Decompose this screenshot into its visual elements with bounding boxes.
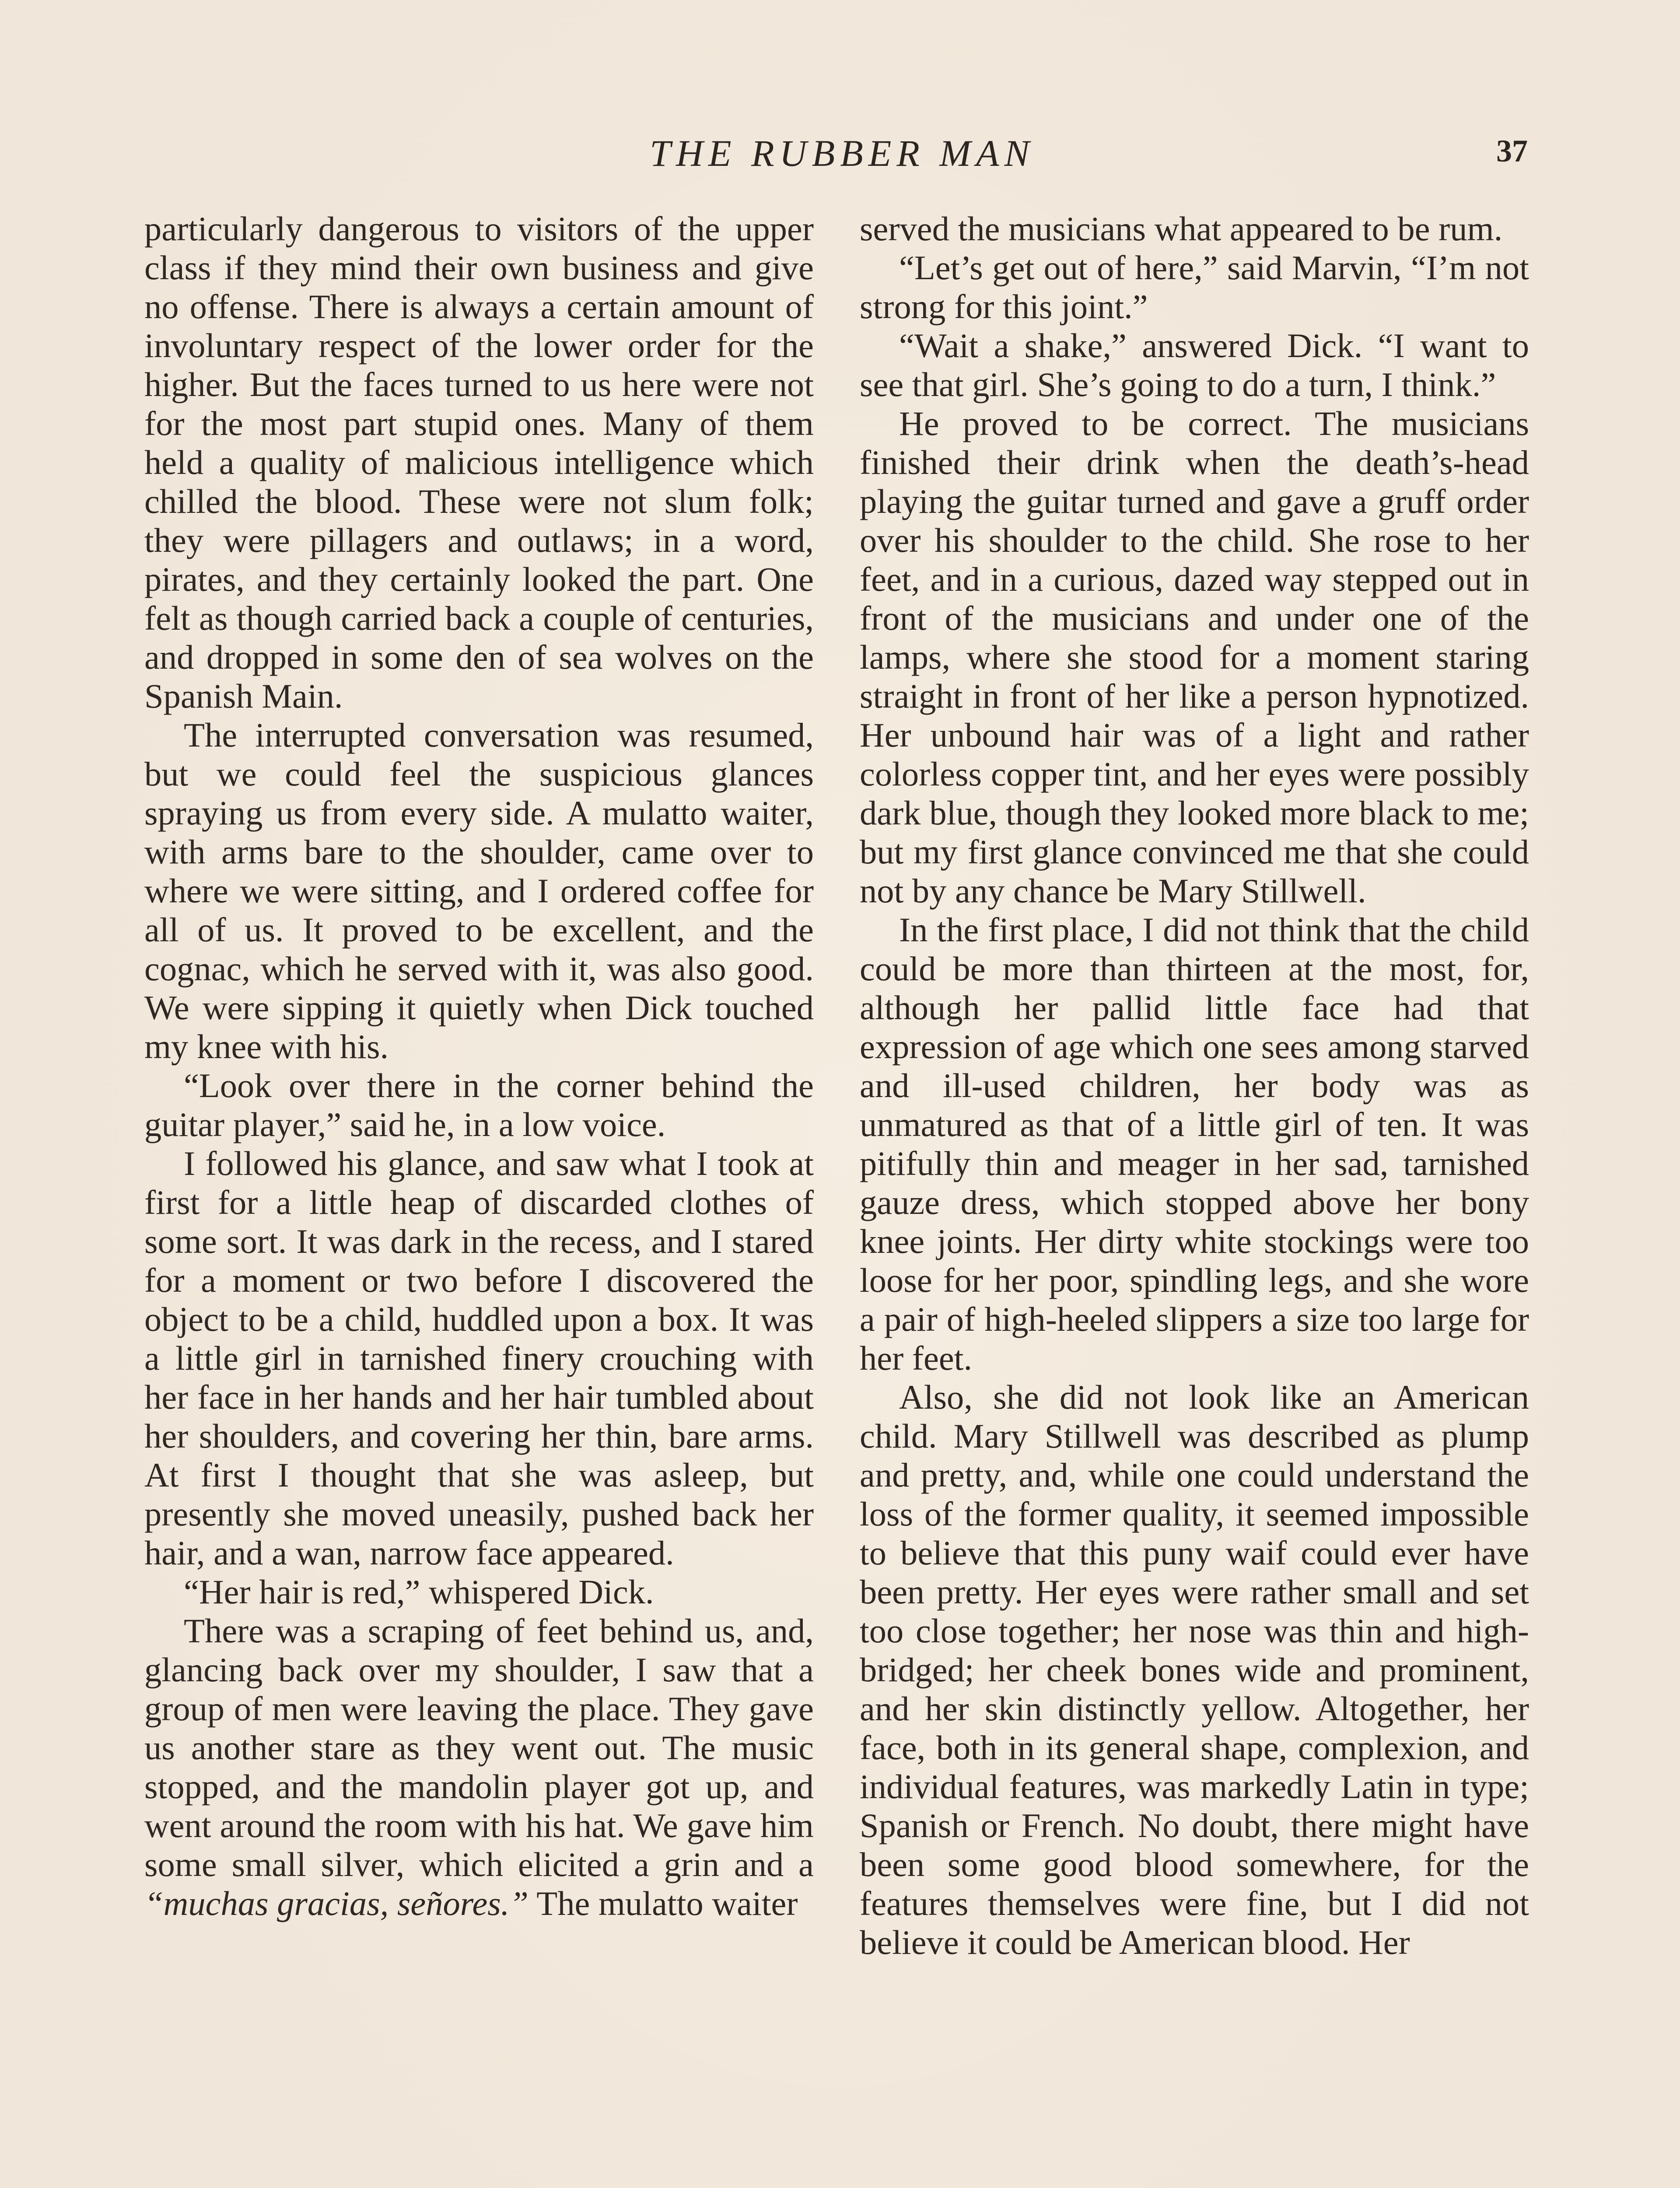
paragraph bbox=[860, 326, 1529, 404]
paragraph bbox=[144, 1611, 814, 1923]
paragraph-text: served the musicians what appeared to be rum. bbox=[860, 210, 1503, 248]
paragraph bbox=[144, 1572, 814, 1611]
right-text-column bbox=[860, 209, 1529, 1962]
page-number: 37 bbox=[1496, 133, 1528, 168]
paragraph bbox=[144, 1066, 814, 1144]
paragraph bbox=[144, 209, 814, 715]
paragraph-text: There was a scraping of feet behind us, and, glancing back over my shoulder, I saw that a group of men were leaving the place. They gave us another stare as they went out. The music stopped, and the mandolin player got up, and went around the room with his hat. We gave him some small silver, which elicited a grin and a bbox=[144, 1612, 814, 1883]
paragraph-text: “Look over there in the corner behind the guitar player,” said he, in a low voice. bbox=[144, 1066, 814, 1143]
paragraph bbox=[144, 715, 814, 1066]
paragraph-text: particularly dangerous to visitors of the upper class if they mind their own business and give no offense. There is always a certain amount of involuntary respect of the lower order for the higher. But the faces turned to us here were not for the most part stupid ones. Many of them held a quality of malicious intelligence which chilled the blood. These were not slum folk; they were pillagers and outlaws; in a word, pirates, and they certainly looked the part. One felt as though carried back a couple of centuries, and dropped in some den of sea wolves on the Spanish Main. bbox=[144, 210, 814, 715]
paragraph-text: “Wait a shake,” answered Dick. “I want to see that girl. She’s going to do a turn, I think.” bbox=[860, 326, 1529, 403]
paragraph-text: “Her hair is red,” whispered Dick. bbox=[184, 1573, 654, 1611]
paragraph-text: “Let’s get out of here,” said Marvin, “I’m not strong for this joint.” bbox=[860, 249, 1529, 326]
running-title: THE RUBBER MAN bbox=[650, 132, 1035, 174]
paragraph bbox=[860, 248, 1529, 326]
italic-phrase: “muchas gracias, señores.” bbox=[144, 1884, 529, 1922]
paragraph-text: The mulatto waiter bbox=[528, 1884, 798, 1922]
paragraph bbox=[144, 1144, 814, 1572]
paragraph bbox=[860, 910, 1529, 1378]
paragraph bbox=[860, 1378, 1529, 1962]
paragraph bbox=[860, 404, 1529, 910]
left-text-column bbox=[144, 209, 814, 1923]
paragraph-text: I followed his glance, and saw what I took at first for a little heap of discarded clothes of some sort. It was dark in the recess, and I stared for a moment or two before I discovered the object to be a child, huddled upon a box. It was a little girl in tarnished finery crouching with her face in her hands and her hair tumbled about her shoulders, and covering her thin, bare arms. At first I thought that she was asleep, but presently she moved uneasily, pushed back her hair, and a wan, narrow face appeared. bbox=[144, 1144, 814, 1572]
paragraph-text: The interrupted conversation was resumed, but we could feel the suspicious glances spraying us from every side. A mulatto waiter, with arms bare to the shoulder, came over to where we were sitting, and I ordered coffee for all of us. It proved to be excellent, and the cognac, which he served with it, was also good. We were sipping it quietly when Dick touched my knee with his. bbox=[144, 716, 814, 1066]
running-head bbox=[0, 131, 1680, 179]
paragraph bbox=[860, 209, 1529, 248]
paragraph-text: In the first place, I did not think that the child could be more than thirteen at the most, for, although her pallid little face had that expression of age which one sees among starved and ill-used children, her body was as unmatured as that of a little girl of ten. It was pitifully thin and meager in her sad, tarnished gauze dress, which stopped above her bony knee joints. Her dirty white stockings were too loose for her poor, spindling legs, and she wore a pair of high-heeled slippers a size too large for her feet. bbox=[860, 911, 1529, 1377]
paragraph-text: He proved to be correct. The musicians finished their drink when the death’s-head playing the guitar turned and gave a gruff order over his shoulder to the child. She rose to her feet, and in a curious, dazed way stepped out in front of the musicians and under one of the lamps, where she stood for a moment staring straight in front of her like a person hypnotized. Her unbound hair was of a light and rather colorless copper tint, and her eyes were possibly dark blue, though they looked more black to me; but my first glance convinced me that she could not by any chance be Mary Stillwell. bbox=[860, 404, 1529, 910]
paragraph-text: Also, she did not look like an American child. Mary Stillwell was described as plump and pretty, and, while one could understand the loss of the former quality, it seemed impossible to believe that this puny waif could ever have been pretty. Her eyes were rather small and set too close together; her nose was thin and high-bridged; her cheek bones wide and prominent, and her skin distinctly yellow. Altogether, her face, both in its general shape, complexion, and individual features, was markedly Latin in type; Spanish or French. No doubt, there might have been some good blood somewhere, for the features themselves were fine, but I did not believe it could be American blood. Her bbox=[860, 1378, 1529, 1961]
